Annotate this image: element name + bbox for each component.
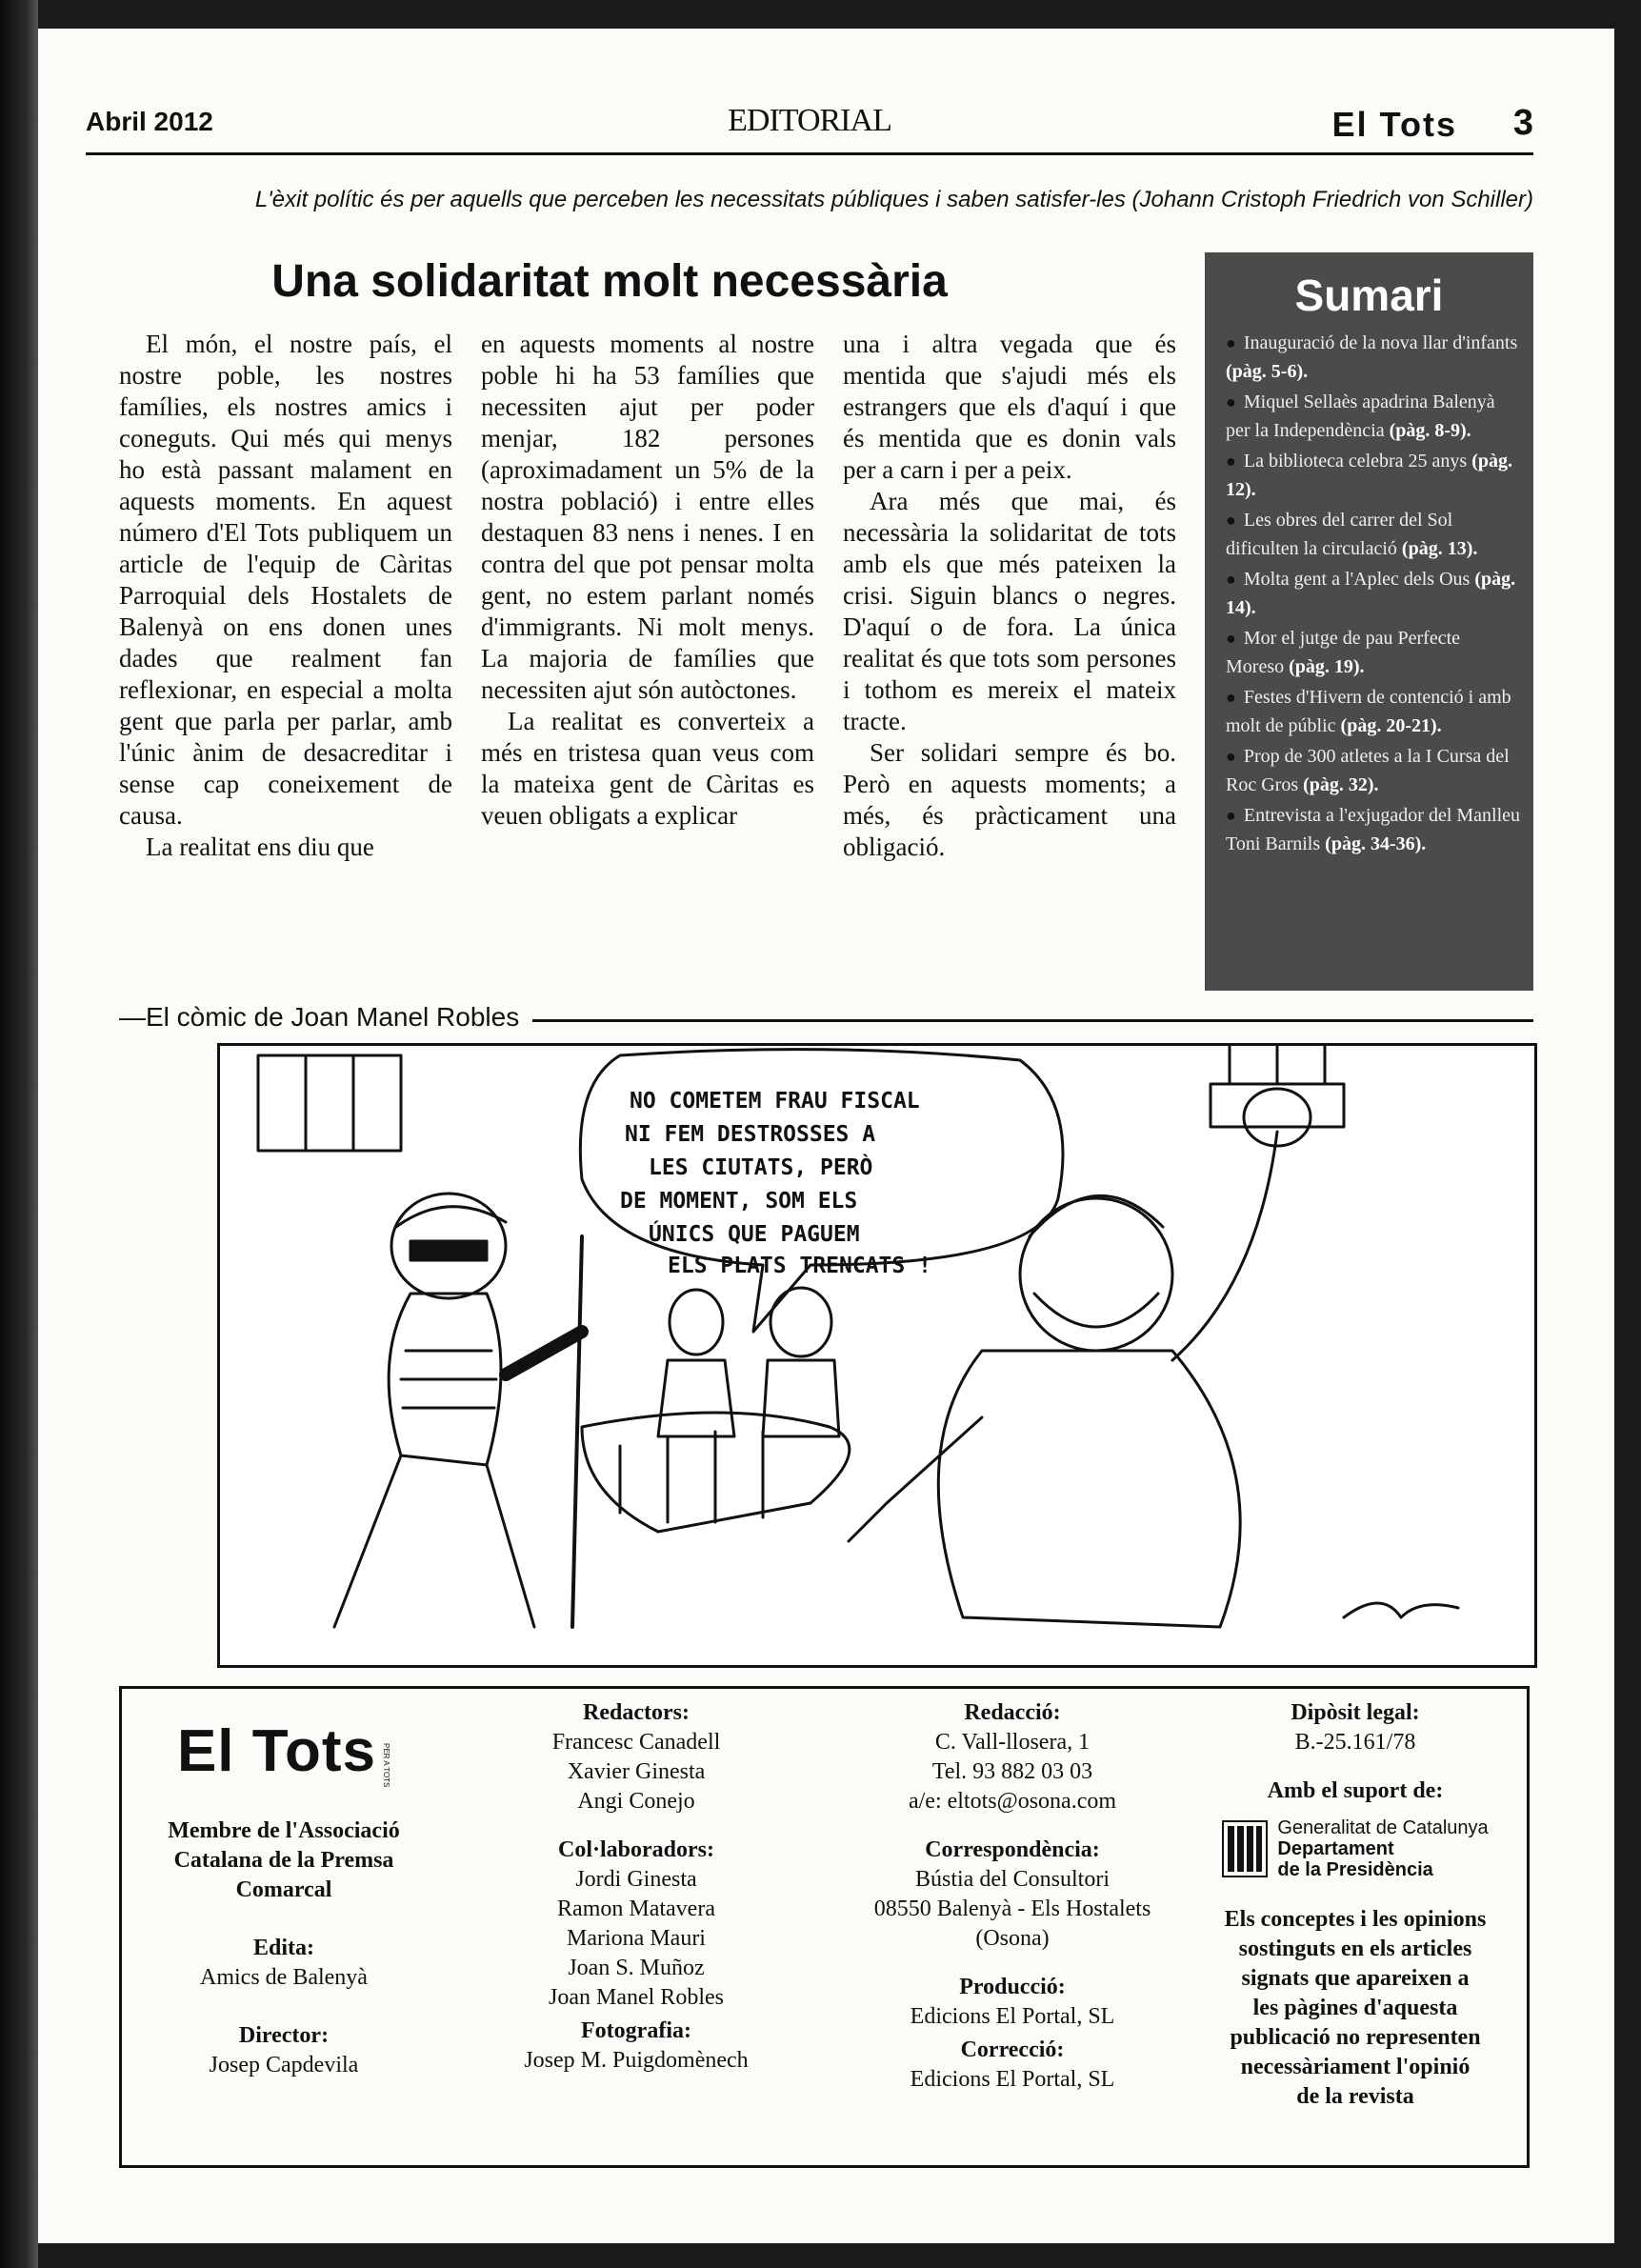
speech-line: ÚNICS QUE PAGUEM: [649, 1222, 860, 1247]
summary-item[interactable]: ● La biblioteca celebra 25 anys (pàg. 12).: [1226, 451, 1513, 500]
speech-line: NO COMETEM FRAU FISCAL: [630, 1089, 920, 1114]
bullet-icon: ●: [1226, 392, 1236, 411]
colophon-box: [119, 1686, 1530, 2168]
colophon-col-1: [141, 1698, 427, 2080]
paper-name: El Tots: [1331, 105, 1457, 144]
summary-list: [1205, 329, 1533, 858]
summary-item[interactable]: ● Miquel Sellaès apadrina Balenyà per la Independència (pàg. 8-9).: [1226, 391, 1495, 441]
generalitat-logo: Generalitat de Catalunya Departament de la Presidència: [1198, 1817, 1512, 1880]
comic-panel: [217, 1043, 1537, 1668]
window-sketch: [258, 1055, 401, 1151]
director-label: Director:: [238, 2022, 330, 2048]
suport-label: Amb el suport de:: [1267, 1778, 1444, 1803]
paragraph: en aquests moments al nostre poble hi ha 53 famílies que necessiten ajut per poder menjar, 182 persones (aproximadament un 5% de la nostra població) i entre elles destaquen 83 nens i nenes. I en contra del que pot pensar molta gent, no estem parlant només d'immigrants. Ni molt menys. La majoria de famílies que necessiten ajut són autòctones.: [481, 330, 814, 704]
summary-title: Sumari: [1294, 271, 1444, 320]
speech-line: DE MOMENT, SOM ELS: [620, 1189, 858, 1214]
director-value: Josep Capdevila: [209, 2052, 359, 2077]
paragraph: una i altra vegada que és mentida que s'ajudi més els estrangers que els d'aquí i que és mentida que es donin vals per a carn i per a peix.: [843, 330, 1176, 484]
bullet-icon: ●: [1226, 333, 1236, 352]
produccio-label: Producció:: [959, 1975, 1066, 1999]
membership-text: Membre de l'Associació Catalana de la Premsa Comarcal: [168, 1817, 400, 1902]
email-link[interactable]: a/e: eltots@osona.com: [908, 1789, 1117, 1814]
paragraph: Ara més que mai, és necessària la solidaritat de tots amb els que més pateixen la crisi. Siguin blancs o negres. D'aquí o de fora. La única realitat és que tots som persones i tothom es mereix el mateix tracte.: [843, 487, 1176, 735]
fotografia-label: Fotografia:: [581, 2018, 691, 2043]
summary-item[interactable]: ● Inauguració de la nova llar d'infants (pàg. 5-6).: [1226, 332, 1518, 382]
speech-line: LES CIUTATS, PERÒ: [649, 1155, 873, 1180]
bullet-icon: ●: [1226, 629, 1236, 648]
paragraph: La realitat ens diu que: [146, 833, 374, 861]
masthead-logo: El Tots PER A TOTS: [176, 1718, 391, 1788]
comic-header: [119, 1002, 1533, 1036]
summary-item[interactable]: ● Entrevista a l'exjugador del Manlleu Toni Barnils (pàg. 34-36).: [1226, 805, 1521, 854]
bullet-icon: ●: [1226, 806, 1236, 825]
colophon-col-2: Redactors: Francesc Canadell Xavier Ginesta Angi Conejo Col·laboradors: Jordi Ginesta Ramon Matavera Mariona Mauri Joan S. Muñoz Joan Manel Robles Fotografia: Josep M. Puigdomènech: [524, 1700, 749, 2073]
colophon-col-3: Redacció: C. Vall-llosera, 1 Tel. 93 882 03 03 a/e: eltots@osona.com Correspondència: Bústia del Consultori 08550 Balenyà - Els Hostalets (Osona) Producció: Edicions El Portal, SL Correcció: Edicions El Portal, SL: [836, 1698, 1189, 2095]
masked-rioter-figure: [849, 1089, 1311, 1627]
summary-item[interactable]: ● Mor el jutge de pau Perfecte Moreso (pàg. 19).: [1226, 628, 1461, 677]
comic-drawing: [220, 1046, 1534, 1665]
balcony-sketch: [1211, 1084, 1344, 1127]
summary-item[interactable]: ● Molta gent a l'Aplec dels Ous (pàg. 14).: [1226, 569, 1516, 618]
article-title: Una solidaritat molt necessària: [271, 256, 948, 307]
edita-value: Amics de Balenyà: [200, 1964, 368, 1990]
comic-title: —El còmic de Joan Manel Robles: [119, 1002, 532, 1033]
summary-item[interactable]: ● Festes d'Hivern de contenció i amb molt de públic (pàg. 20-21).: [1226, 687, 1511, 736]
correspondencia-label: Correspondència:: [925, 1837, 1100, 1862]
summary-box: [1205, 252, 1533, 991]
paragraph: La realitat es converteix a més en tristesa quan veus com la mateixa gent de Càritas es veuen obligats a explicar: [481, 707, 814, 830]
article-column-2: [481, 329, 814, 863]
edita-label: Edita:: [252, 1935, 314, 1960]
summary-item[interactable]: ● Les obres del carrer del Sol dificulten la circulació (pàg. 13).: [1226, 510, 1478, 559]
colophon-col-4: Dipòsit legal: B.-25.161/78 Amb el suport de: Generalitat de Catalunya Departament de la Presidència Els conceptes i les opinions sostinguts en els articles signats que apareixen a les pàgines d'aquesta publicació no representen necessàriament l'opinió de la revista: [1198, 1698, 1512, 2112]
collaboradors-label: Col·laboradors:: [557, 1837, 714, 1862]
speech-line: NI FEM DESTROSSES A: [625, 1122, 876, 1147]
artist-signature: [1344, 1603, 1458, 1617]
generalitat-emblem-icon: [1222, 1820, 1268, 1877]
redactors-label: Redactors:: [583, 1700, 690, 1725]
issue-date: Abril 2012: [86, 107, 213, 136]
bullet-icon: ●: [1226, 511, 1236, 530]
paragraph: Ser solidari sempre és bo. Però en aquests moments; a més, és pràcticament una obligació.: [843, 738, 1176, 861]
summary-item[interactable]: ● Prop de 300 atletes a la I Cursa del Roc Gros (pàg. 32).: [1226, 746, 1510, 795]
paragraph: El món, el nostre país, el nostre poble, les nostres famílies, els nostres amics i coneguts. Qui més qui menys ho està passant malament en aquests moments. En aquest número d'El Tots publiquem un article de l'equip de Càritas Parroquial dels Hostalets de Balenyà on ens donen unes dades que realment fan reflexionar, en especial a molta gent que parla per parlar, amb l'únic ànim de desacreditar i sense cap coneixement de causa.: [119, 330, 452, 830]
binding-spine: [0, 0, 38, 2268]
logo-tagline: PER A TOTS: [382, 1743, 391, 1788]
redaccio-label: Redacció:: [964, 1700, 1061, 1725]
bullet-icon: ●: [1226, 452, 1236, 471]
bullet-icon: ●: [1226, 570, 1236, 589]
riot-police-figure: [334, 1194, 582, 1627]
page-header: [86, 95, 1533, 155]
disclaimer-text: Els conceptes i les opinions sostinguts en els articles signats que apareixen a les pàgines d'aquesta publicació no representen necessàriament l'opinió de la revista: [1224, 1907, 1487, 2109]
speech-line: ELS PLATS TRENCATS !: [668, 1254, 931, 1278]
section-title: EDITORIAL: [728, 103, 891, 138]
article-body: [119, 329, 1176, 863]
epigraph-quote: L'èxit polític és per aquells que perceben les necessitats públiques i saben satisfer-les (Johann Cristoph Friedrich von Schiller): [254, 187, 1533, 212]
diposit-label: Dipòsit legal:: [1291, 1700, 1420, 1725]
bullet-icon: ●: [1226, 688, 1236, 707]
article-column-1: [119, 329, 452, 863]
bullet-icon: ●: [1226, 747, 1236, 766]
correccio-label: Correcció:: [960, 2037, 1065, 2062]
article-column-3: [843, 329, 1176, 863]
page-number: 3: [1512, 103, 1533, 143]
